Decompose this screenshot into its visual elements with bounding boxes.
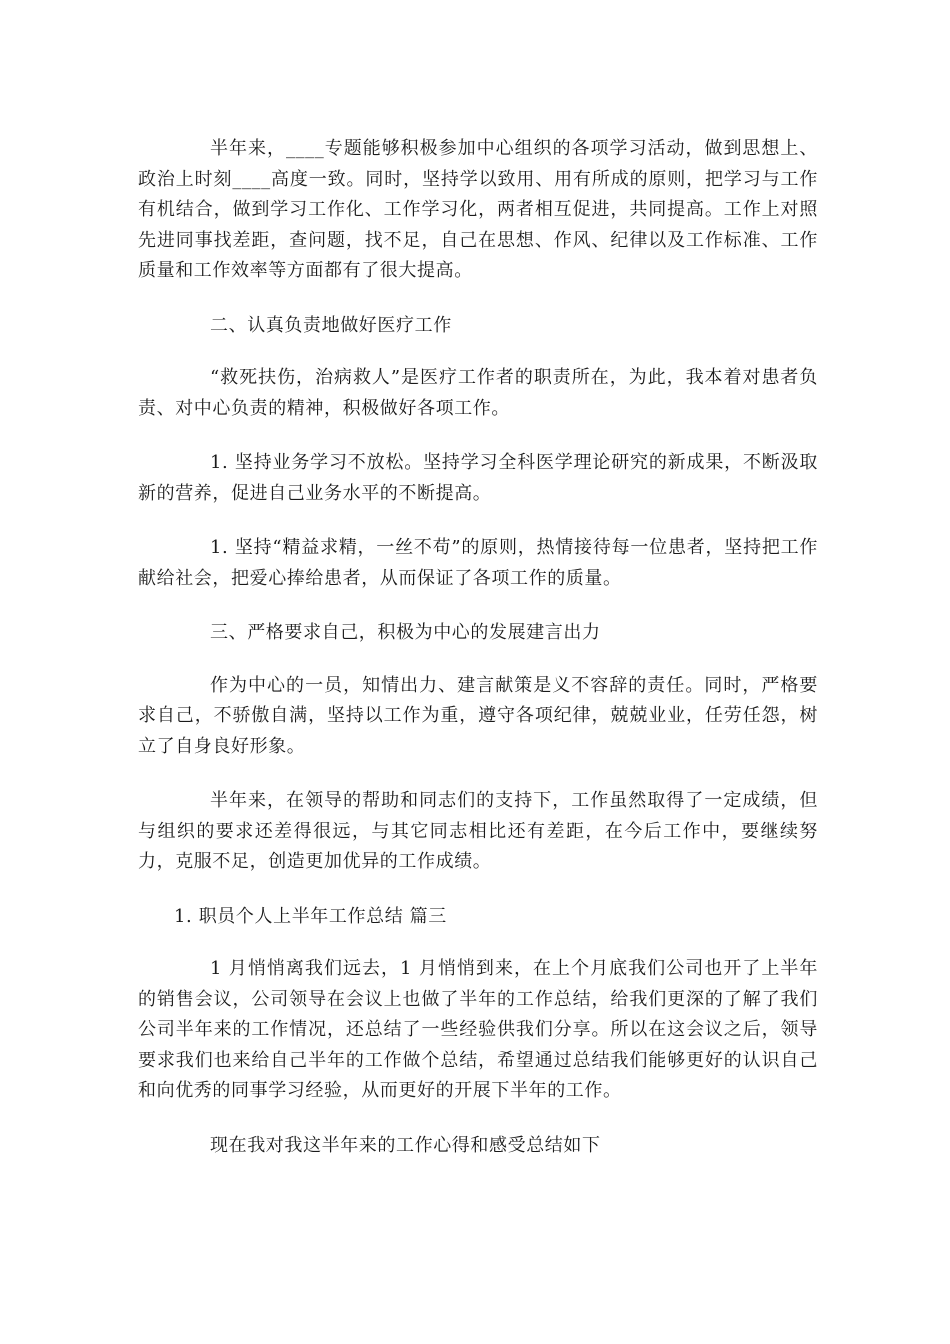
section-heading-part-three: 1. 职员个人上半年工作总结 篇三 <box>174 905 447 927</box>
paragraph-member-duty: 作为中心的一员，知情出力、建言献策是义不容辞的责任。同时，严格要求自己，不骄傲自满，坚持以工作为重，遵守各项纪律，兢兢业业，任劳任怨，树立了自身良好形象。 <box>138 674 818 757</box>
paragraph-half-year-summary: 半年来，在领导的帮助和同志们的支持下，工作虽然取得了一定成绩，但与组织的要求还差得很远，与其它同志相比还有差距，在今后工作中，要继续努力，克服不足，创造更加优异的工作成绩。 <box>138 790 818 872</box>
document-body <box>138 134 818 1161</box>
paragraph-study: 半年来，____专题能够积极参加中心组织的各项学习活动，做到思想上、政治上时刻____高度一致。同时，坚持学以致用、用有所成的原则，把学习与工作有机结合，做到学习工作化、工作学习化，两者相互促进，共同提高。工作上对照先进同事找差距，查问题，找不足，自己在思想、作风、纪律以及工作标准、工作质量和工作效率等方面都有了很大提高。 <box>138 138 818 281</box>
section-heading-medical-work: 二、认真负责地做好医疗工作 <box>210 314 452 336</box>
paragraph-medical-duty: “救死扶伤，治病救人”是医疗工作者的职责所在，为此，我本着对患者负责、对中心负责的精神，积极做好各项工作。 <box>138 367 818 419</box>
list-item-principle: 1. 坚持“精益求精，一丝不苟”的原则，热情接待每一位患者，坚持把工作献给社会，把爱心捧给患者，从而保证了各项工作的质量。 <box>138 537 818 589</box>
paragraph-summary-intro: 现在我对我这半年来的工作心得和感受总结如下 <box>210 1134 601 1156</box>
list-item-business-study: 1. 坚持业务学习不放松。坚持学习全科医学理论研究的新成果，不断汲取新的营养，促进自己业务水平的不断提高。 <box>138 452 818 504</box>
paragraph-sales-meeting: 1 月悄悄离我们远去，1 月悄悄到来，在上个月底我们公司也开了上半年的销售会议，公司领导在会议上也做了半年的工作总结，给我们更深的了解了我们公司半年来的工作情况，还总结了一些经验供我们分享。所以在这会议之后，领导要求我们也来给自己半年的工作做个总结，希望通过总结我们能够更好的认识自己和向优秀的同事学习经验，从而更好的开展下半年的工作。 <box>138 958 818 1101</box>
section-heading-self-discipline: 三、严格要求自己，积极为中心的发展建言出力 <box>210 622 601 643</box>
